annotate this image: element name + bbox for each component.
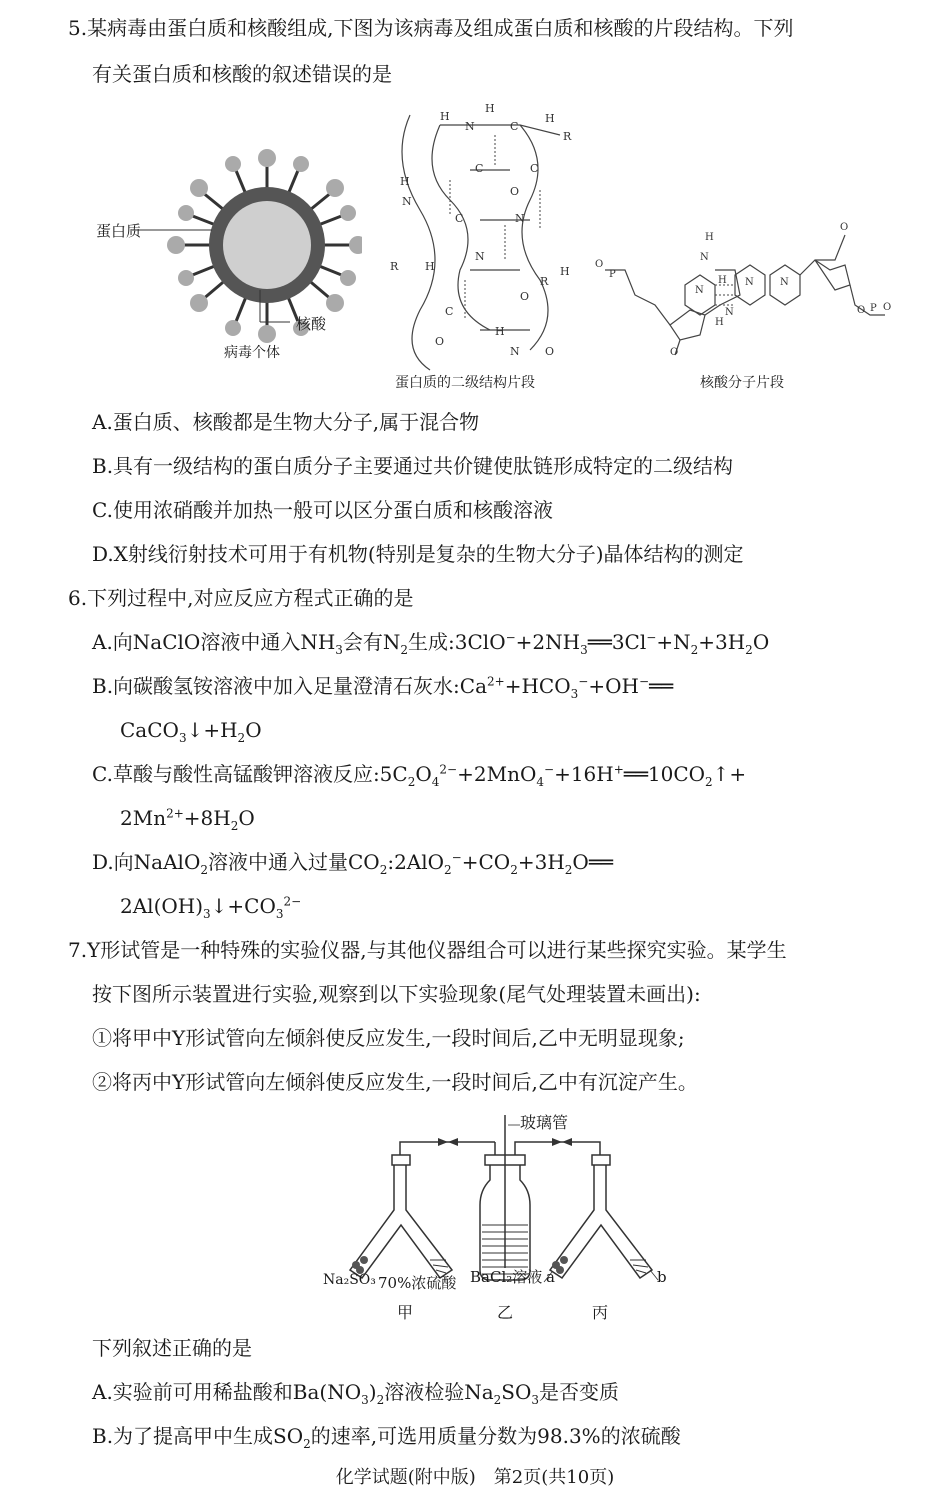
q7-observation-1: ①将甲中Y形试管向左倾斜使反应发生,一段时间后,乙中无明显现象; [92,1026,685,1050]
svg-text:O: O [435,335,445,348]
svg-text:P: P [609,269,616,280]
page-footer: 化学试题(附中版) 第2页(共10页) [335,1467,615,1488]
q6-option-c-line2: $2Mn^{2+}+8H_2O$ [120,806,255,833]
label-nucleic: 核酸 [296,315,327,333]
svg-text:H: H [425,260,435,273]
svg-text:N: N [465,120,475,133]
q6-option-c-line1: C.草酸与酸性高锰酸钾溶液反应$:5C_2O_4^{2-}+2MnO_4^-+16H^+══10CO_2↑+$ [92,762,747,789]
label-acid: 70%浓硫酸 [378,1274,457,1292]
svg-text:N: N [510,345,520,358]
svg-text:N: N [475,250,485,263]
svg-text:H: H [400,175,410,188]
svg-text:N: N [515,212,525,225]
svg-text:N: N [402,195,412,208]
svg-text:C: C [510,120,519,133]
q5-option-b: B.具有一级结构的蛋白质分子主要通过共价键使肽链形成特定的二级结构 [92,454,734,478]
svg-text:N: N [695,285,704,296]
svg-text:H: H [485,102,495,115]
q6-stem: 6.下列过程中,对应反应方程式正确的是 [68,586,414,610]
virus-figure [92,140,362,370]
svg-text:O: O [520,290,530,303]
svg-text:H: H [440,110,450,123]
svg-text:C: C [445,305,454,318]
svg-text:R: R [540,275,549,288]
caption-virus: 病毒个体 [224,345,280,361]
caption-nucleic: 核酸分子片段 [700,375,784,391]
svg-text:C: C [530,162,539,175]
nucleic-acid-figure [595,215,895,365]
svg-text:N: N [745,277,754,288]
caption-secondary: 蛋白质的二级结构片段 [395,375,535,391]
label-a: a [546,1268,555,1286]
svg-text:N: N [780,277,789,288]
label-protein: 蛋白质 [96,222,142,240]
q5-option-d: D.X射线衍射技术可用于有机物(特别是复杂的生物大分子)晶体结构的测定 [92,542,744,566]
svg-text:P: P [870,303,877,314]
svg-text:H: H [560,265,570,278]
q6-option-a: A.向NaClO溶液中通入$NH_3$会有$N_2$生成$:3ClO^-+2NH_3══3Cl^-+N_2+3H_2O$ [92,630,770,657]
label-bing: 丙 [592,1303,609,1322]
apparatus-figure [320,1110,680,1325]
svg-text:O: O [857,305,866,316]
q7-option-a: A.实验前可用稀盐酸和$Ba(NO_3)_2$溶液检验$Na_2SO_3$是否变质 [92,1380,620,1407]
label-na2so3: Na₂SO₃ [323,1272,376,1288]
label-b: b [657,1268,667,1286]
svg-text:O: O [545,345,555,358]
q7-observation-2: ②将丙中Y形试管向左倾斜使反应发生,一段时间后,乙中有沉淀产生。 [92,1070,698,1094]
secondary-structure-figure [380,100,590,375]
q6-option-b-line1: B.向碳酸氢铵溶液中加入足量澄清石灰水$:Ca^{2+}+HCO_3^-+OH^-══$ [92,674,674,701]
svg-text:N: N [725,307,734,318]
svg-text:R: R [390,260,399,273]
svg-text:O: O [595,259,604,270]
label-yi: 乙 [497,1303,514,1322]
svg-text:H: H [545,112,555,125]
q7-option-b: B.为了提高甲中生成$SO_2$的速率,可选用质量分数为98.3%的浓硫酸 [92,1424,681,1451]
q6-option-d-line2: $2Al(OH)_3↓+CO_3^{2-}$ [120,894,302,921]
label-jia: 甲 [397,1303,414,1322]
svg-text:H: H [705,232,714,243]
label-bacl2: BaCl₂溶液 [470,1268,543,1286]
q5-option-c: C.使用浓硝酸并加热一般可以区分蛋白质和核酸溶液 [92,498,553,522]
q5-option-a: A.蛋白质、核酸都是生物大分子,属于混合物 [92,410,480,434]
q5-stem-line1: 5.某病毒由蛋白质和核酸组成,下图为该病毒及组成蛋白质和核酸的片段结构。下列 [68,16,794,40]
q7-stem-line1: 7.Y形试管是一种特殊的实验仪器,与其他仪器组合可以进行某些探究实验。某学生 [68,938,787,962]
svg-text:O: O [840,222,849,233]
svg-text:R: R [563,130,572,143]
svg-text:H: H [718,275,727,286]
svg-text:H: H [715,317,724,328]
q7-stem-line2: 按下图所示装置进行实验,观察到以下实验现象(尾气处理装置未画出): [92,982,701,1006]
svg-text:C: C [455,212,464,225]
svg-text:H: H [495,325,505,338]
svg-text:O: O [510,185,520,198]
svg-text:O: O [670,347,679,358]
label-glass-tube: 玻璃管 [520,1113,569,1132]
q7-ask: 下列叙述正确的是 [92,1336,252,1360]
q6-option-d-line1: D.向NaAlO$_2$溶液中通入过量$CO_2:2AlO_2^-+CO_2+3H_2O══$ [92,850,613,877]
q5-stem-line2: 有关蛋白质和核酸的叙述错误的是 [92,62,392,86]
svg-text:O: O [883,302,892,313]
q6-option-b-line2: $CaCO_3↓+H_2O$ [120,718,262,745]
svg-text:C: C [475,162,484,175]
svg-text:N: N [700,252,709,263]
